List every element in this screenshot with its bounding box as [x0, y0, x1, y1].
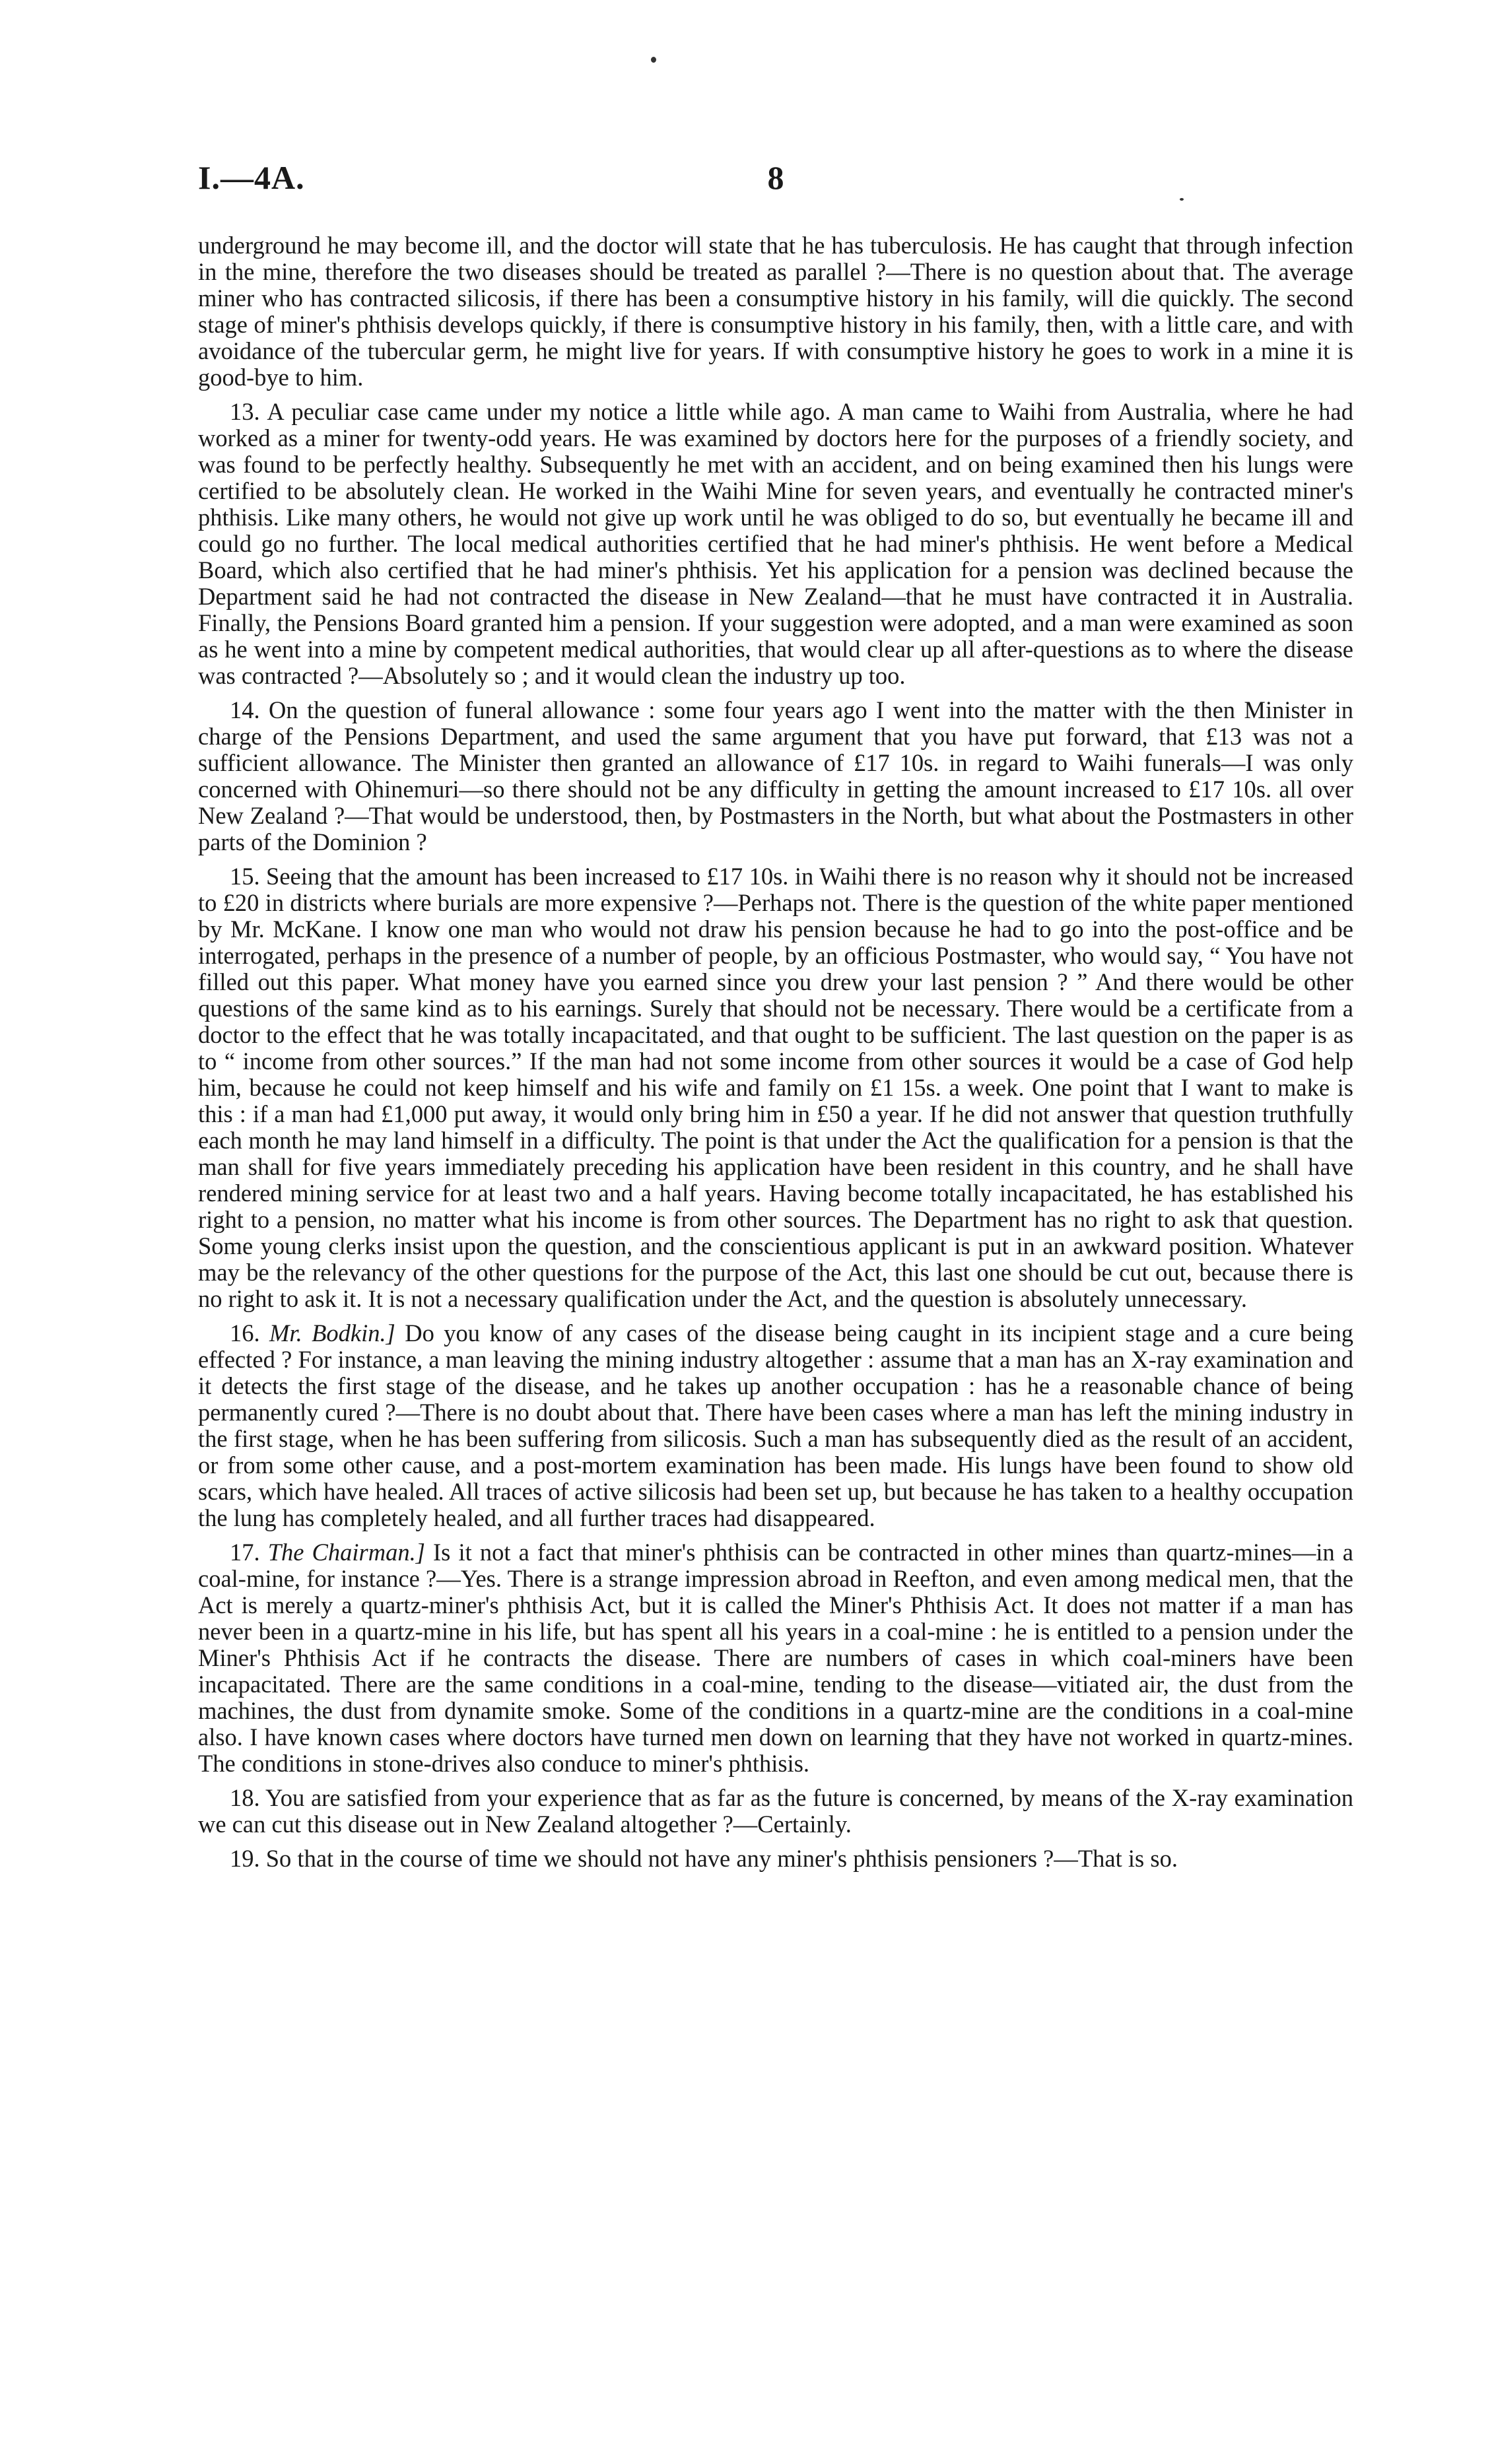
paragraph-16: [198, 1320, 1353, 1531]
paragraph-15: 15. Seeing that the amount has been increased to £17 10s. in Waihi there is no reason why it should not be increased to £20 in districts where burials are more expensive ?—Perhaps not. There is the question of the white paper mentioned by Mr. McKane. I know one man who would not draw his pension because he had to go into the post-office and be interrogated, perhaps in the presence of a number of people, by an officious Postmaster, who would say, “ You have not filled out this paper. What money have you earned since you drew your last pension ? ” And there would be other questions of the same kind as to his earnings. Surely that should not be necessary. There would be a certificate from a doctor to the effect that he was totally incapacitated, and that ought to be sufficient. The last question on the paper is as to “ income from other sources.” If the man had not some income from other sources it would be a case of God help him, because he could not keep himself and his wife and family on £1 15s. a week. One point that I want to make is this : if a man had £1,000 put away, it would only bring him in £50 a year. If he did not answer that question truthfully each month he may land himself in a difficulty. The point is that under the Act the qualification for a pension is that the man shall for five years immediately preceding his application have been resident in this country, and he shall have rendered mining service for at least two and a half years. Having become totally incapacitated, he has established his right to a pension, no matter what his income is from other sources. The Department has no right to ask that question. Some young clerks insist upon the question, and the conscientious applicant is put in an awkward position. Whatever may be the relevancy of the other questions for the purpose of the Act, this last one should be cut out, because there is no right to ask it. It is not a necessary qualification under the Act, and the question is absolutely unnecessary.: [198, 863, 1353, 1312]
page-header: [198, 158, 1353, 205]
speaker-label: Mr. Bodkin.]: [269, 1319, 395, 1347]
document-body: [198, 232, 1353, 1880]
speaker-label: The Chairman.]: [267, 1539, 425, 1566]
paragraph-14: 14. On the question of funeral allowance : some four years ago I went into the matter with the then Minister in charge of the Pensions Department, and used the same argument that you have put forward, that £13 was not a sufficient allowance. The Minister then granted an allowance of £17 10s. in regard to Waihi funerals—I was only concerned with Ohinemuri—so there should not be any difficulty in getting the amount increased to £17 10s. all over New Zealand ?—That would be understood, then, by Postmasters in the North, but what about the Postmasters in other parts of the Dominion ?: [198, 696, 1353, 855]
question-number: 16.: [230, 1319, 260, 1347]
paragraph-19: 19. So that in the course of time we should not have any miner's phthisis pensioners ?—That is so.: [230, 1845, 1178, 1872]
question-number: 17.: [230, 1539, 260, 1566]
paragraph-17: [198, 1539, 1353, 1777]
paragraph-18: 18. You are satisfied from your experience that as far as the future is concerned, by means of the X-ray examination we can cut this disease out in New Zealand altogether ?—Certainly.: [198, 1784, 1353, 1838]
print-speck: [651, 57, 656, 63]
paragraph-continued: underground he may become ill, and the doctor will state that he has tuberculosis. He has caught that through infection in the mine, therefore the two diseases should be treated as parallel ?—There is no question about that. The average miner who has contracted silicosis, if there has been a consumptive history in his family, will die quickly. The second stage of miner's phthisis develops quickly, if there is consumptive history in his family, then, with a little care, and with avoidance of the tubercular germ, he might live for years. If with consumptive history he goes to work in a mine it is good-bye to him.: [198, 232, 1353, 391]
paragraph-13: 13. A peculiar case came under my notice a little while ago. A man came to Waihi from Australia, where he had worked as a miner for twenty-odd years. He was examined by doctors here for the purposes of a friendly society, and was found to be perfectly healthy. Subsequently he met with an accident, and on being examined then his lungs were certified to be absolutely clean. He worked in the Waihi Mine for seven years, and eventually he contracted miner's phthisis. Like many others, he would not give up work until he was obliged to do so, but eventually he became ill and could go no further. The local medical authorities certified that he had miner's phthisis. He went before a Medical Board, which also certified that he had miner's phthisis. Yet his application for a pension was declined because the Department said he had not contracted the disease in New Zealand—that he must have contracted it in Australia. Finally, the Pensions Board granted him a pension. If your suggestion were adopted, and a man were examined as soon as he went into a mine by competent medical authorities, that would clear up all after-questions as to where the disease was contracted ?—Absolutely so ; and it would clean the industry up too.: [198, 398, 1353, 689]
page-number: 8: [767, 159, 784, 196]
paragraph-text: Do you know of any cases of the disease being caught in its incipient stage and a cure being effected ? For instance, a man leaving the mining industry altogether : assume that a man has an X-ray examination and it detects the first stage of the disease, and he takes up another occupation : has he a reasonable chance of being permanently cured ?—There is no doubt about that. There have been cases where a man has left the mining industry in the first stage, when he has been suffering from silicosis. Such a man has subsequently died as the result of an accident, or from some other cause, and a post-mortem examination has been made. His lungs have been found to show old scars, which have healed. All traces of active silicosis had been set up, but because he has taken to a healthy occupation the lung has completely healed, and all further traces had disappeared.: [198, 1319, 1354, 1531]
paragraph-text: Is it not a fact that miner's phthisis can be contracted in other mines than quartz-mines—in a coal-mine, for instance ?—Yes. There is a strange impression abroad in Reefton, and even among medical men, that the Act is merely a quartz-miner's phthisis Act, but it is called the Miner's Phthisis Act. It does not matter if a man has never been in a quartz-mine in his life, but has spent all his years in a coal-mine : he is entitled to a pension under the Miner's Phthisis Act if he contracts the disease. There are numbers of cases in which coal-miners have been incapacitated. There are the same conditions in a coal-mine, tending to the disease—vitiated air, the dust from the machines, the dust from dynamite smoke. Some of the conditions in a quartz-mine are the conditions in a coal-mine also. I have known cases where doctors have turned men down on learning that they have not worked in quartz-mines. The conditions in stone-drives also conduce to miner's phthisis.: [198, 1539, 1353, 1777]
document-reference: I.—4A.: [198, 159, 305, 196]
